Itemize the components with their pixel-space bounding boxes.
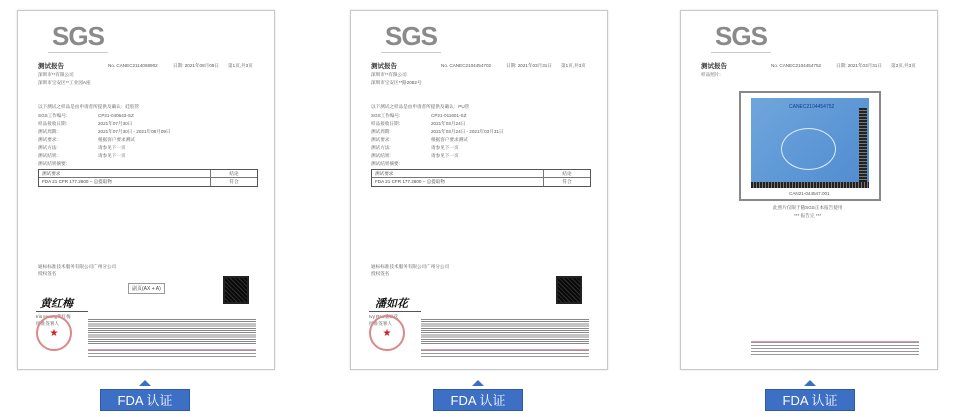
signer-role: 批准签署人 xyxy=(369,321,392,326)
photo-caption: CAN21-044547.001 xyxy=(789,191,830,196)
sample-intro: 以下测试之样品是由申请者所提供及确认：硅胶管 xyxy=(38,104,140,109)
field-value: 2021年07月30日 - 2021年08月09日 xyxy=(98,129,171,134)
signer-role: 批准签署人 xyxy=(36,321,59,326)
fda-label-2: FDA 认证 xyxy=(433,389,523,411)
report-title: 测试报告 xyxy=(38,63,64,70)
tube-photo xyxy=(751,98,869,188)
table-header: 测试要求 xyxy=(39,170,211,177)
field-label: 样品接收日期: xyxy=(371,121,400,126)
field-label: SGS工作编号: xyxy=(38,113,68,118)
field-value: 2021年03月24日 xyxy=(431,121,466,126)
signature: 潘如花 xyxy=(375,297,408,310)
report-title: 测试报告 xyxy=(371,63,397,70)
company-name: 深圳市**有限公司 xyxy=(38,72,74,77)
field-label: 测试方法: xyxy=(371,145,391,150)
table-header: 结论 xyxy=(229,170,239,176)
table-header: 结论 xyxy=(562,170,572,176)
certificate-page-2 xyxy=(350,10,608,370)
authorized-sign-label: 授权签名 xyxy=(371,271,390,276)
field-value: CP21-040643-SZ xyxy=(98,113,134,118)
report-title: 测试报告 xyxy=(701,63,727,70)
field-label: SGS工作编号: xyxy=(371,113,401,118)
field-label: 测试要求: xyxy=(371,137,391,142)
results-table xyxy=(371,169,591,187)
field-label: 测试结果: xyxy=(38,153,58,158)
table-cell: FDA 21 CFR 177.2600 – 总提取物 xyxy=(372,178,544,186)
page-number: 第3页,共3页 xyxy=(891,63,916,68)
report-number: No. CANEC2104454752 xyxy=(771,63,822,68)
lab-name: 通标标准技术服务有限公司广州分公司 xyxy=(38,264,117,269)
signer-name: Ivy Pan潘如花 xyxy=(369,314,399,319)
signature: 黄红梅 xyxy=(40,297,73,310)
certificate-page-3 xyxy=(680,10,938,370)
company-address: 深圳市宝安区**路2082号 xyxy=(371,80,422,85)
results-table xyxy=(38,169,258,187)
table-cell: 符合 xyxy=(229,179,239,184)
triangle-up-icon xyxy=(139,380,151,386)
footer-address xyxy=(88,349,256,357)
fine-print xyxy=(88,319,256,345)
sgs-logo: SGS xyxy=(711,21,771,53)
table-cell: 符合 xyxy=(562,179,572,184)
field-value: 请参见下一页 xyxy=(431,145,459,150)
field-value: 根据客户要求测试 xyxy=(98,137,135,142)
field-label: 测试要求: xyxy=(38,137,58,142)
field-label: 测试周期: xyxy=(371,129,391,134)
qr-code xyxy=(556,276,582,304)
seal-star-icon: ★ xyxy=(36,315,72,351)
lab-name: 通标标准技术服务有限公司广州分公司 xyxy=(371,264,450,269)
footer-address xyxy=(751,341,919,355)
report-end: *** 报告完 *** xyxy=(794,213,822,218)
page-number: 第1页,共3页 xyxy=(561,63,586,68)
photo-id: CANEC2104454752 xyxy=(789,104,835,110)
qr-code xyxy=(223,276,249,304)
fda-label-3: FDA 认证 xyxy=(765,389,855,411)
field-value: 2021年07月30日 xyxy=(98,121,133,126)
field-label: 样品接收日期: xyxy=(38,121,67,126)
signature-line xyxy=(369,311,421,312)
report-date: 日期: 2021年08月09日 xyxy=(173,63,219,68)
company-address: 深圳市宝安区**工业园A座 xyxy=(38,80,91,85)
company-name: 深圳市**有限公司 xyxy=(371,72,407,77)
field-value: 请参见下一页 xyxy=(98,145,126,150)
page-number: 第1页,共3页 xyxy=(228,63,253,68)
summary-label: 测试结果摘要: xyxy=(38,161,67,166)
fda-label-1: FDA 认证 xyxy=(100,389,190,411)
report-date: 日期: 2021年03月31日 xyxy=(506,63,552,68)
certificate-page-1 xyxy=(17,10,275,370)
field-label: 测试方法: xyxy=(38,145,58,150)
copy-stamp: 副页(AX + A) xyxy=(128,283,165,294)
signature-line xyxy=(36,311,88,312)
ruler xyxy=(859,108,867,186)
table-cell: FDA 21 CFR 177.2600 – 总提取物 xyxy=(39,178,211,186)
field-value: 请参见下一页 xyxy=(431,153,459,158)
table-header: 测试要求 xyxy=(372,170,544,177)
sample-intro: 以下测试之样品是由申请者所提供及确认：PU管 xyxy=(371,104,470,109)
summary-label: 测试结果摘要: xyxy=(371,161,400,166)
field-label: 测试周期: xyxy=(38,129,58,134)
sgs-logo: SGS xyxy=(381,21,441,53)
photo-label: 样品照片: xyxy=(701,72,721,77)
report-date: 日期: 2021年03月31日 xyxy=(836,63,882,68)
authorized-sign-label: 授权签名 xyxy=(38,271,57,276)
sgs-logo: SGS xyxy=(48,21,108,53)
field-value: 2021年03月24日 - 2021年03月31日 xyxy=(431,129,504,134)
tube-coil xyxy=(781,128,836,170)
report-number: No. CANEC2104454702 xyxy=(441,63,492,68)
report-number: No. CANEC2114068902 xyxy=(108,63,158,68)
signer-name: Iris Huang黄红梅 xyxy=(36,314,71,319)
photo-note: 此照片仅限于随SGS正本报告使用 xyxy=(773,205,843,210)
footer-address xyxy=(421,349,589,357)
seal-star-icon: ★ xyxy=(369,315,405,351)
field-value: CP21-011601-SZ xyxy=(431,113,467,118)
field-label: 测试结果: xyxy=(371,153,391,158)
triangle-up-icon xyxy=(472,380,484,386)
triangle-up-icon xyxy=(804,380,816,386)
sample-photo xyxy=(739,91,881,201)
field-value: 根据客户要求测试 xyxy=(431,137,468,142)
ruler xyxy=(751,182,869,188)
fine-print xyxy=(421,319,589,345)
field-value: 请参见下一页 xyxy=(98,153,126,158)
